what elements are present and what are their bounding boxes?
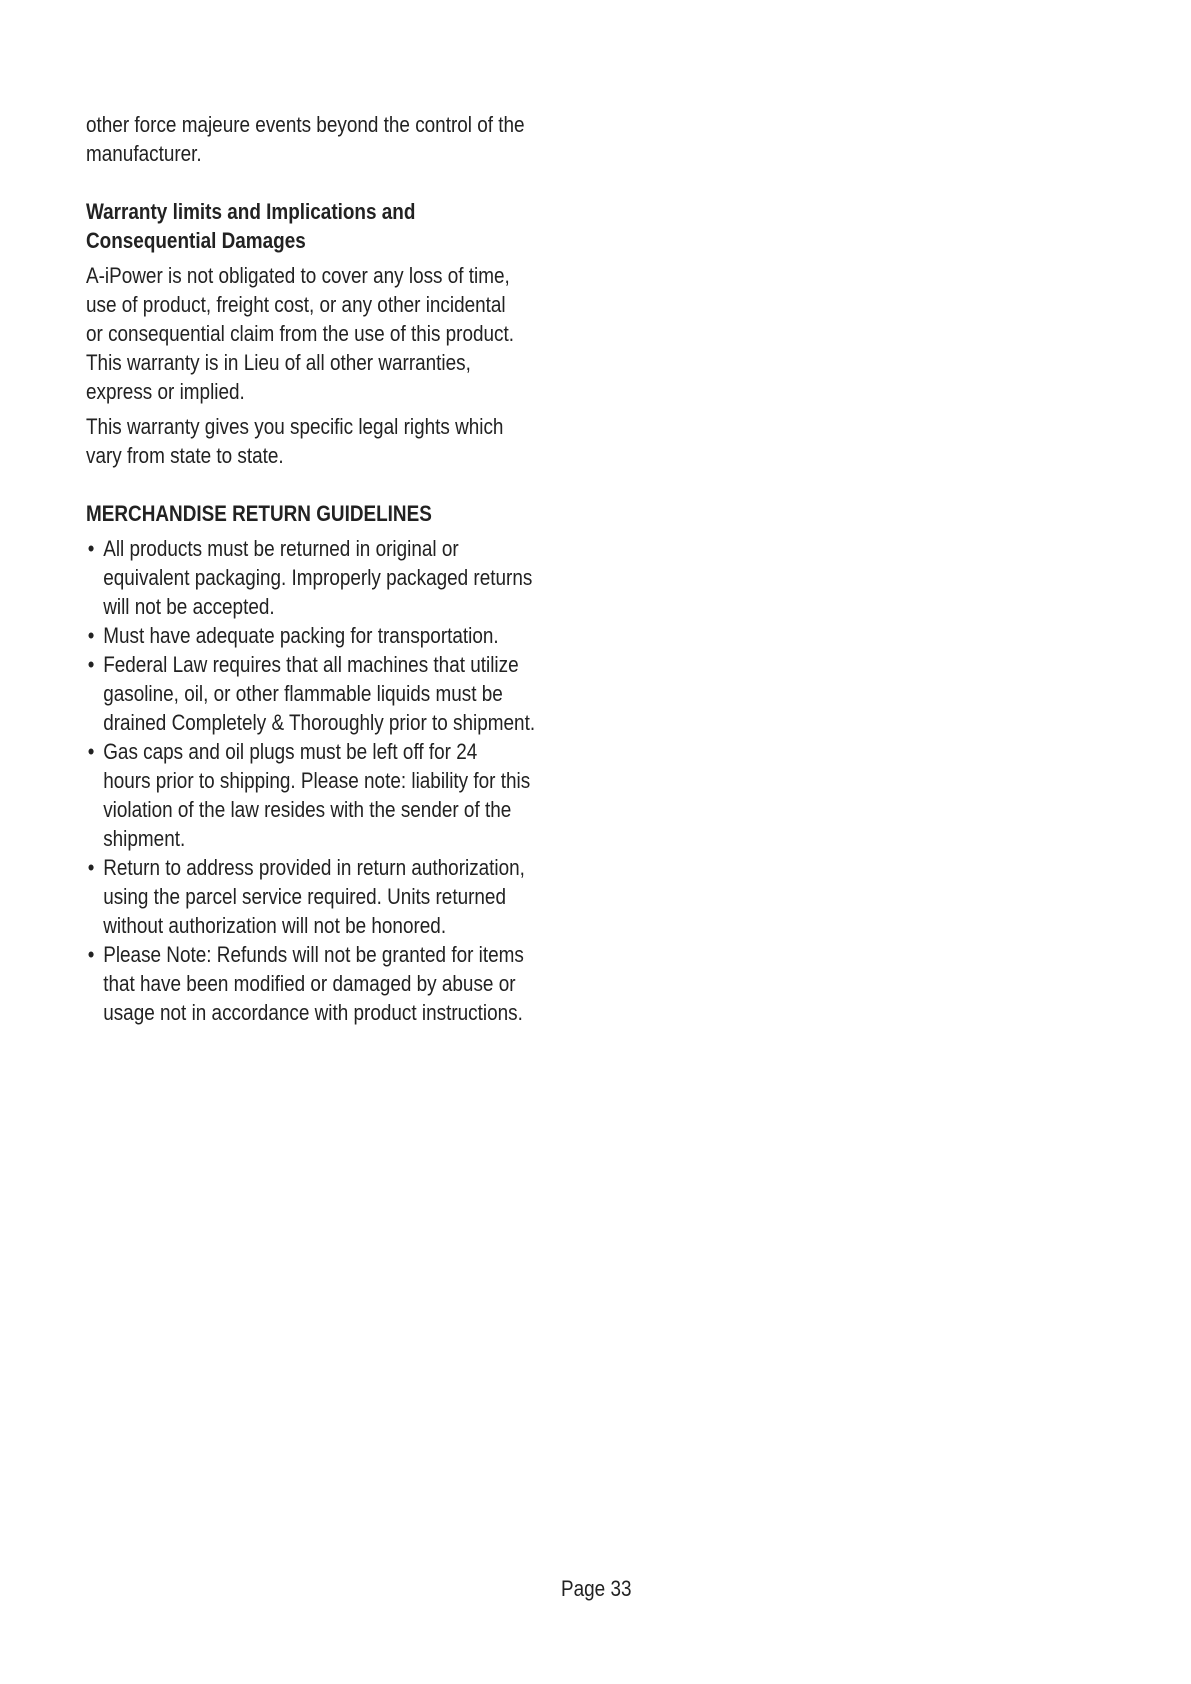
warranty-body-line: express or implied. (86, 379, 245, 404)
page-number: Page 33 (561, 1576, 632, 1601)
list-item-line: Gas caps and oil plugs must be left off for 24 (103, 739, 478, 764)
warranty-heading (86, 197, 602, 255)
document-column (86, 110, 606, 1027)
list-item-line: Please Note: Refunds will not be granted for items (103, 942, 524, 967)
list-item-line: will not be accepted. (103, 594, 275, 619)
bullet-icon: • (87, 942, 95, 967)
list-item (86, 940, 619, 1027)
list-item-line: shipment. (103, 826, 186, 851)
list-item-line: Federal Law requires that all machines that utilize (103, 652, 519, 677)
list-item (86, 853, 619, 940)
warranty-body-line: or consequential claim from the use of this product. (86, 321, 515, 346)
list-item-line: All products must be returned in original or (103, 536, 459, 561)
list-item-line: violation of the law resides with the sender of the (103, 797, 512, 822)
list-item-line: usage not in accordance with product instructions. (103, 1000, 523, 1025)
list-item-line: hours prior to shipping. Please note: liability for this (103, 768, 531, 793)
list-item (86, 534, 619, 621)
return-guidelines-heading: MERCHANDISE RETURN GUIDELINES (86, 501, 432, 526)
bullet-icon: • (87, 623, 95, 648)
list-item-line: gasoline, oil, or other flammable liquids must be (103, 681, 503, 706)
warranty-body-line: This warranty is in Lieu of all other warranties, (86, 350, 471, 375)
list-item-line: equivalent packaging. Improperly packaged returns (103, 565, 533, 590)
list-item-line: drained Completely & Thoroughly prior to shipment. (103, 710, 536, 735)
list-item-line: that have been modified or damaged by abuse or (103, 971, 516, 996)
warranty-heading-line: Warranty limits and Implications and (86, 199, 416, 224)
list-item-line: without authorization will not be honored. (103, 913, 447, 938)
intro-paragraph (86, 110, 602, 168)
bullet-icon: • (87, 536, 95, 561)
warranty-body-paragraph (86, 261, 602, 406)
warranty-heading-line: Consequential Damages (86, 228, 306, 253)
legal-rights-paragraph (86, 412, 602, 470)
list-item-line: using the parcel service required. Units returned (103, 884, 506, 909)
legal-rights-line: vary from state to state. (86, 443, 284, 468)
legal-rights-line: This warranty gives you specific legal rights which (86, 414, 504, 439)
bullet-icon: • (87, 652, 95, 677)
list-item (86, 621, 619, 650)
bullet-icon: • (87, 855, 95, 880)
bullet-icon: • (87, 739, 95, 764)
warranty-body-line: use of product, freight cost, or any other incidental (86, 292, 506, 317)
return-guidelines-list (86, 534, 619, 1027)
intro-line: other force majeure events beyond the control of the (86, 112, 525, 137)
intro-line: manufacturer. (86, 141, 202, 166)
warranty-body-line: A-iPower is not obligated to cover any loss of time, (86, 263, 510, 288)
list-item-line: Must have adequate packing for transportation. (103, 623, 499, 648)
list-item (86, 737, 619, 853)
list-item (86, 650, 619, 737)
list-item-line: Return to address provided in return authorization, (103, 855, 525, 880)
